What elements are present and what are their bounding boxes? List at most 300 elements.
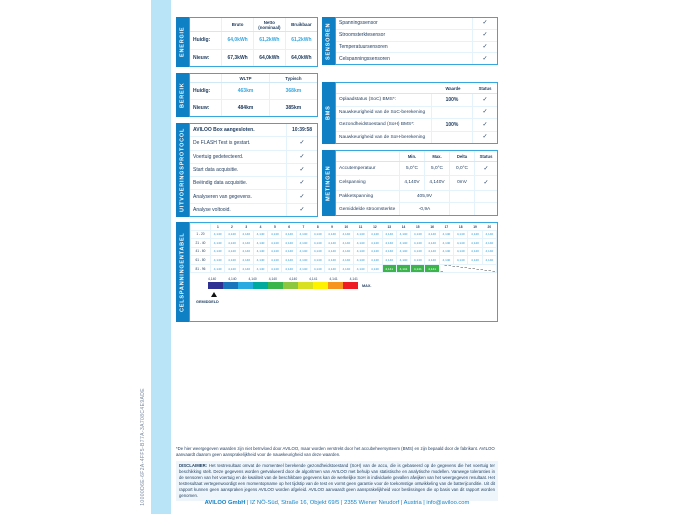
column-header: 17 — [444, 224, 449, 229]
list-item — [336, 119, 497, 132]
table-row — [190, 100, 317, 116]
cell-voltage: 4,140 — [225, 256, 239, 265]
row-label: Gemiddelde stroomsterkte — [339, 206, 396, 212]
cell-voltage: 4,140 — [239, 256, 253, 265]
item-label: Beëindig data acquisitie. — [193, 180, 248, 187]
section-tab-bereik: BEREIK — [176, 73, 189, 117]
column-header — [190, 18, 222, 32]
check-icon: ✓ — [482, 43, 488, 50]
cell-voltage: 4,140 — [396, 247, 410, 256]
list-item — [190, 190, 317, 203]
metingen-table — [335, 150, 498, 216]
cell-voltage: 4,140 — [296, 256, 310, 265]
column-header — [190, 74, 222, 83]
item-label: De FLASH Test is gestart. — [193, 140, 251, 147]
cell-voltage: 4,140 — [468, 256, 482, 265]
cell-voltage: 4,140 — [368, 247, 382, 256]
sensoren-checklist — [335, 17, 498, 65]
value-cell: 484km — [222, 100, 270, 116]
item-label: Voertuig gedetecteerd. — [193, 153, 244, 160]
color-segment — [208, 282, 223, 289]
cell-voltage: 4,140 — [353, 264, 367, 273]
table-row — [336, 176, 497, 190]
cell-voltage: 4,140 — [311, 230, 325, 239]
cell-voltage: 4,140 — [353, 230, 367, 239]
column-header: 15 — [416, 224, 420, 229]
list-item — [336, 53, 497, 64]
column-header: 6 — [288, 224, 291, 229]
row-label: Huidig: — [190, 83, 222, 100]
cell-voltage: 4,140 — [454, 256, 468, 265]
item-label: Gezondheidstoestand (SoH) BMS*: — [339, 122, 415, 128]
column-header: Typisch — [269, 74, 317, 83]
cell-voltage: 4,140 — [325, 230, 339, 239]
check-area — [286, 190, 317, 202]
cell-voltage: 4,140 — [225, 264, 239, 273]
cell-voltage: 4,140 — [482, 239, 496, 248]
check-area — [286, 177, 317, 189]
column-header: 19 — [473, 224, 477, 229]
check-icon: ✓ — [482, 32, 488, 39]
cell-voltage: 4,140 — [311, 247, 325, 256]
cell-voltage: 4,140 — [282, 256, 296, 265]
section-tab-metingen: METINGEN — [322, 150, 335, 216]
item-value — [431, 132, 472, 144]
cell-voltage: 4,140 — [353, 247, 367, 256]
value-cell: 67,3kWh — [222, 49, 254, 66]
check-area — [472, 53, 497, 64]
cell-voltage: 4,140 — [296, 239, 310, 248]
cell-voltage: 4,140 — [282, 239, 296, 248]
list-item — [190, 151, 317, 164]
cell-voltage: 4,140 — [268, 239, 282, 248]
cell-voltage: 4,140 — [396, 239, 410, 248]
column-header: Min. — [400, 151, 425, 162]
item-label: Temperatuursensoren — [339, 43, 388, 50]
check-icon: ✓ — [482, 20, 488, 27]
cell-voltage: 4,140 — [425, 230, 439, 239]
value-cell: 0mV — [450, 176, 475, 190]
row-label: Accutemperatuur — [336, 162, 400, 176]
check-area — [286, 137, 317, 149]
legend-tick-label: 4,140 — [268, 277, 277, 282]
footer-address: | IZ NÖ-Süd, Straße 16, Objekt 69/5 | 2355 Wiener Neudorf | Austria | info@aviloo.com — [245, 500, 470, 506]
cell-voltage: 4,140 — [425, 256, 439, 265]
column-header: 7 — [302, 224, 305, 229]
value-cell: 4,140V — [400, 176, 425, 190]
table-row — [191, 264, 497, 273]
cell-voltage: 4,140 — [482, 230, 496, 239]
check-area — [472, 107, 497, 119]
list-item — [190, 164, 317, 177]
column-header: 2 — [231, 224, 233, 229]
legend-tick-label: 4,140 — [248, 277, 257, 282]
cell-voltage: 4,140 — [253, 264, 267, 273]
section-tab-sensoren: SENSOREN — [322, 17, 335, 65]
value-cell: 0,0°C — [450, 162, 475, 176]
empty-cells-strikethrough — [439, 264, 496, 273]
value-cell: 64,0kWh — [253, 49, 285, 66]
table-row — [191, 256, 497, 265]
column-header: Status — [475, 151, 498, 162]
color-scale-bar — [208, 282, 358, 289]
check-icon: ✓ — [299, 193, 305, 200]
cell-voltage: 4,140 — [396, 256, 410, 265]
cell-voltage: 4,140 — [425, 247, 439, 256]
cell-voltage: 4,140 — [311, 256, 325, 265]
average-label: GEMIDDELD — [196, 300, 219, 305]
item-value: 100% — [431, 94, 472, 106]
cell-voltage: 4,140 — [296, 230, 310, 239]
column-header: Delta — [450, 151, 475, 162]
table-row — [336, 190, 497, 203]
cell-voltage: 4,140 — [253, 239, 267, 248]
cell-voltage: 4,140 — [382, 256, 396, 265]
cell-voltage: 4,140 — [239, 239, 253, 248]
item-label: Nauwkeurigheid van de SoC-berekening — [339, 109, 426, 115]
list-item — [190, 177, 317, 190]
check-icon: ✓ — [482, 134, 488, 141]
cell-voltage: 4,140 — [282, 247, 296, 256]
cell-voltage: 4,140 — [339, 256, 353, 265]
color-segment — [328, 282, 343, 289]
cell-voltage: 4,140 — [439, 239, 453, 248]
cell-voltage: 4,140 — [325, 239, 339, 248]
section-bereik — [176, 73, 318, 117]
value-cell: 463km — [222, 83, 270, 100]
cell-voltage: 4,140 — [353, 256, 367, 265]
color-segment — [223, 282, 238, 289]
stat-table — [190, 74, 317, 116]
cell-voltage: 4,140 — [339, 230, 353, 239]
item-value: 100% — [431, 119, 472, 131]
row-label: Huidig: — [190, 32, 222, 50]
color-segment — [238, 282, 253, 289]
cell-voltage: 4,140 — [425, 239, 439, 248]
item-label: Nauwkeurigheid van de SoH-berekening — [339, 134, 426, 140]
cell-voltage: 4,140 — [225, 239, 239, 248]
list-item — [336, 132, 497, 144]
cell-voltage: 4,140 — [454, 247, 468, 256]
list-item — [336, 42, 497, 54]
color-segment — [283, 282, 298, 289]
item-label: Oplaadstatus (SoC) BMS*: — [339, 97, 397, 103]
list-item — [190, 124, 317, 137]
color-segment — [268, 282, 283, 289]
cell-voltage: 4,140 — [211, 230, 225, 239]
table-row — [191, 247, 497, 256]
column-header: 12 — [373, 224, 377, 229]
cell-voltage: 4,140 — [253, 247, 267, 256]
column-header: 18 — [458, 224, 463, 229]
cell-voltage: 4,141 — [396, 264, 410, 273]
bereik-table — [189, 73, 318, 117]
value-cell: -0,9A — [400, 203, 450, 215]
cell-voltage: 4,140 — [396, 230, 410, 239]
cell-voltage: 4,140 — [368, 256, 382, 265]
row-label: Nieuw: — [193, 105, 210, 112]
check-icon: ✓ — [483, 179, 489, 186]
check-area — [475, 190, 498, 203]
column-header: 3 — [245, 224, 248, 229]
cell-voltage: 4,140 — [454, 239, 468, 248]
color-segment — [253, 282, 268, 289]
cell-voltage: 4,140 — [382, 230, 396, 239]
column-header — [336, 151, 400, 162]
column-header: Status — [478, 85, 492, 91]
check-icon: ✓ — [482, 96, 488, 103]
check-area — [286, 204, 317, 216]
check-area — [286, 151, 317, 163]
cell-voltage: 4,140 — [468, 247, 482, 256]
section-celspanningentabel — [176, 222, 498, 322]
cell-voltage: 4,141 — [425, 264, 439, 273]
cell-voltage: 4,140 — [268, 256, 282, 265]
header-row — [190, 74, 317, 83]
cell-voltage: 4,140 — [339, 247, 353, 256]
value-cell — [450, 190, 475, 203]
list-item — [190, 137, 317, 150]
value-cell: 5,0°C — [400, 162, 425, 176]
item-label: Start data acquisitie. — [193, 166, 239, 173]
legend-tick-label: 4,140 — [288, 277, 298, 282]
column-header: WLTP — [222, 74, 270, 83]
section-tab-bms: BMS — [322, 82, 335, 144]
cell-voltage: 4,140 — [311, 239, 325, 248]
table-row — [190, 32, 317, 50]
check-icon: ✓ — [299, 153, 305, 160]
cell-voltage: 4,140 — [411, 230, 425, 239]
column-header: 9 — [331, 224, 333, 229]
row-label: Pakketspanning — [336, 190, 400, 203]
cell-voltage: 4,140 — [339, 239, 353, 248]
list-item — [336, 94, 497, 107]
column-header: 13 — [387, 224, 391, 229]
disclaimer-label: DISCLAIMER: — [179, 463, 208, 468]
check-icon: ✓ — [299, 166, 305, 173]
cell-voltage: 4,140 — [325, 264, 339, 273]
check-area — [472, 132, 497, 144]
column-header: 5 — [273, 224, 276, 229]
check-icon: ✓ — [482, 55, 488, 62]
list-item — [190, 204, 317, 216]
check-icon: ✓ — [299, 206, 305, 213]
stat-table — [190, 18, 317, 66]
value-cell: 385km — [269, 100, 317, 116]
cell-voltage: 4,140 — [482, 247, 496, 256]
cell-voltage: 4,141 — [382, 264, 396, 273]
cell-voltage-panel — [189, 222, 498, 322]
cell-voltage: 4,140 — [325, 247, 339, 256]
cell-voltage: 4,140 — [296, 264, 310, 273]
cell-voltage: 4,140 — [268, 264, 282, 273]
row-label: 1 - 20 — [191, 230, 211, 239]
cell-voltage: 4,140 — [239, 264, 253, 273]
cell-voltage: 4,140 — [382, 247, 396, 256]
check-area — [475, 162, 498, 176]
cell-voltage: 4,140 — [211, 256, 225, 265]
check-icon: ✓ — [299, 180, 305, 187]
legend-tick-label: 4,141 — [349, 277, 358, 282]
value-cell: 64,0kWh — [285, 49, 317, 66]
cell-voltage: 4,141 — [411, 264, 425, 273]
cell-voltage: 4,140 — [411, 256, 425, 265]
cell-voltage: 4,140 — [439, 230, 453, 239]
metingen-table — [336, 151, 497, 215]
cell-voltage: 4,140 — [282, 230, 296, 239]
list-item — [336, 18, 497, 30]
cell-voltage: 4,140 — [411, 239, 425, 248]
cell-voltage: 4,140 — [439, 247, 453, 256]
check-icon: ✓ — [299, 140, 305, 147]
cell-voltage: 4,140 — [311, 264, 325, 273]
column-header: Netto (nominaal) — [253, 18, 285, 32]
bms-table — [335, 82, 498, 144]
color-segment — [298, 282, 313, 289]
check-area — [472, 18, 497, 29]
check-area — [472, 119, 497, 131]
cell-voltage: 4,140 — [353, 239, 367, 248]
bms-footnote: *De hier weergegeven waarden zijn niet beïnvloed door AVILOO, maar worden verstrekt door het accubeheersysteem (BMS) en zijn bepaald door de fabrikant. AVILOO aanvaardt daarom geen aansprakelijkheid voor de nauwkeurigheid van deze waarden. — [176, 446, 495, 457]
cell-voltage: 4,140 — [482, 256, 496, 265]
cell-voltage: 4,140 — [282, 264, 296, 273]
section-bms — [322, 82, 498, 144]
footer — [176, 500, 498, 506]
triangle-up-icon — [211, 292, 217, 297]
column-header: 14 — [401, 224, 406, 229]
cell-voltage: 4,140 — [439, 256, 453, 265]
value-cell: 5,0°C — [425, 162, 450, 176]
average-marker — [211, 292, 217, 297]
list-item — [336, 107, 497, 120]
check-area — [472, 94, 497, 106]
list-item — [336, 30, 497, 42]
cell-voltage: 4,140 — [411, 247, 425, 256]
row-label: 41 - 60 — [191, 247, 211, 256]
value-cell: 61,2kWh — [253, 32, 285, 50]
cell-voltage: 4,140 — [253, 230, 267, 239]
protocol-checklist — [189, 123, 318, 217]
cell-voltage: 4,140 — [368, 239, 382, 248]
header-row — [336, 83, 497, 94]
cell-voltage-table — [190, 223, 497, 273]
value-cell: 405,9V — [400, 190, 450, 203]
check-area — [472, 30, 497, 41]
check-icon: ✓ — [482, 109, 488, 116]
cell-voltage: 4,140 — [339, 264, 353, 273]
report-id: 10000D6E-6F2A-4FF5-B77A-3A708C4E9ADE — [140, 388, 146, 506]
header-row — [190, 18, 317, 32]
header-row — [336, 151, 497, 162]
table-row — [336, 162, 497, 176]
cell-voltage: 4,140 — [253, 256, 267, 265]
left-accent-strip — [151, 0, 171, 514]
row-label: 21 - 40 — [191, 239, 211, 248]
column-header: Waarde — [445, 85, 461, 91]
item-label: Celspanningssensoren — [339, 55, 390, 62]
section-sensoren — [322, 17, 498, 65]
cell-voltage: 4,140 — [368, 264, 382, 273]
column-header: Bruto — [222, 18, 254, 32]
cell-voltage: 4,140 — [225, 247, 239, 256]
cell-voltage: 4,140 — [268, 230, 282, 239]
check-area — [475, 176, 498, 190]
column-header: 16 — [430, 224, 434, 229]
cell-voltage: 4,140 — [211, 264, 225, 273]
item-label: Spanningssensor — [339, 20, 378, 27]
item-label: AVILOO Box aangesloten. — [193, 127, 255, 134]
table-row — [191, 239, 497, 248]
section-tab-uitvoeringsprotocol: UITVOERINGSPROTOCOL — [176, 123, 189, 217]
table-row — [190, 83, 317, 100]
color-segment — [343, 282, 358, 289]
cell-voltage: 4,140 — [296, 247, 310, 256]
section-uitvoeringsprotocol — [176, 123, 318, 217]
cell-voltage: 4,140 — [468, 230, 482, 239]
row-label: Celspanning — [336, 176, 400, 190]
check-icon: ✓ — [483, 165, 489, 172]
column-header: 4 — [259, 224, 262, 229]
check-area — [472, 42, 497, 53]
cell-voltage: 4,140 — [268, 247, 282, 256]
cell-voltage: 4,140 — [239, 230, 253, 239]
value-cell: 4,140V — [425, 176, 450, 190]
cell-voltage: 4,140 — [225, 230, 239, 239]
max-label: MAX. — [362, 284, 372, 289]
item-label: Stroomsterktesensor — [339, 32, 386, 39]
column-header: Bruikbaar — [285, 18, 317, 32]
value-cell: 368km — [269, 83, 317, 100]
item-label: Analyse voltooid. — [193, 206, 231, 213]
column-header: 11 — [358, 224, 363, 229]
row-label: Nieuw: — [193, 54, 210, 61]
column-header: 1 — [217, 224, 219, 229]
legend-tick-label: 4,141 — [309, 277, 318, 282]
table-row — [336, 203, 497, 215]
section-energie — [176, 17, 318, 67]
energie-table — [189, 17, 318, 67]
check-area — [286, 164, 317, 176]
check-area — [475, 203, 498, 215]
cell-voltage: 4,140 — [368, 230, 382, 239]
row-label: 81 - 96 — [191, 264, 211, 273]
column-header: 10 — [344, 224, 349, 229]
item-value — [431, 107, 472, 119]
section-tab-energie: ENERGIE — [176, 17, 189, 67]
cell-voltage: 4,140 — [382, 239, 396, 248]
column-header: Max. — [425, 151, 450, 162]
legend-tick-label: 4,140 — [208, 277, 217, 282]
legend-tick-label: 4,141 — [329, 277, 338, 282]
cell-voltage: 4,140 — [325, 256, 339, 265]
item-label: Analyseren van gegevens. — [193, 193, 252, 200]
row-label: 61 - 80 — [191, 256, 211, 265]
cell-voltage: 4,140 — [211, 239, 225, 248]
color-segment — [313, 282, 328, 289]
cell-voltage: 4,140 — [211, 247, 225, 256]
legend-tick-labels — [208, 277, 358, 281]
column-header: 20 — [487, 224, 492, 229]
cell-voltage: 4,140 — [239, 247, 253, 256]
disclaimer-text: Het testresultaat omvat de momenteel berekende gezondheidstoestand (SoH) van de accu, die is gebaseerd op de gegevens die het voertuig ter beschikking stelt. Deze gegevens worden geëvalueerd door de algoritmen van AVILOO met behulp van statistische en analytische modellen. Vanwege toleranties in de sensoren van het voertuig en de kwaliteit van de beschikbare gegevens kan de werkelijke SoH in individuele gevallen afwijken van het weergegeven resultaat. Het testresultaat vertegenwoordigt een momentopname op het tijdstip van de test en vormt geen garantie voor de toekomstige ontwikkeling van de batterijconditie. Uit dit rapport kunnen geen aanspraken jegens AVILOO worden afgeleid. AVILOO aanvaardt geen aansprakelijkheid voor beslissingen die op basis van dit rapport worden genomen. — [179, 463, 495, 499]
column-header: 8 — [316, 224, 319, 229]
voltage-legend — [190, 277, 497, 322]
cell-voltage: 4,140 — [468, 239, 482, 248]
timestamp: 10:39:58 — [286, 124, 317, 136]
table-row — [191, 230, 497, 239]
legend-tick-label: 4,140 — [228, 277, 237, 282]
disclaimer — [176, 461, 498, 501]
